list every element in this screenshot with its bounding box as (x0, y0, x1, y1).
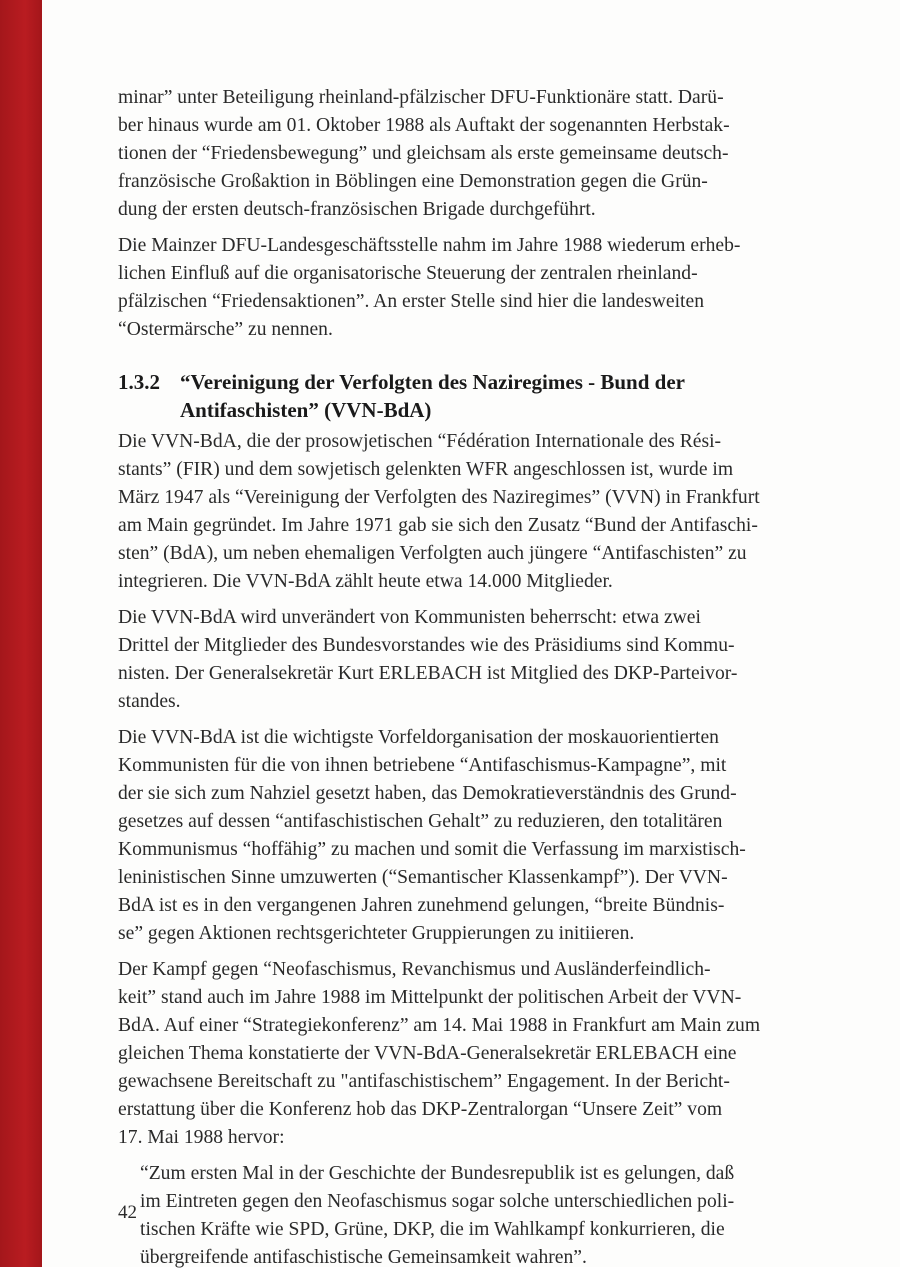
section-title: “Vereinigung der Verfolgten des Naziregimes - Bund der Antifaschisten” (VVN-BdA) (180, 370, 685, 422)
section-number: 1.3.2 (118, 370, 160, 394)
paragraph: Die VVN-BdA wird unverändert von Kommunisten beherrscht: etwa zwei Drittel der Mitglieder des Bundesvorstandes wie des Präsidiums sind Kommu- nisten. Der Generalsekretär Kurt ERLEBACH ist Mitglied des DKP-Parteivor- standes. (118, 607, 738, 712)
paragraph: Die VVN-BdA, die der prosowjetischen “Fédération Internationale des Rési- stants” (FIR) und dem sowjetisch gelenkten WFR angeschlossen ist, wurde im März 1947 als “Vereinigung der Verfolgten des Naziregimes” (VVN) in Frankfurt am Main gegründet. Im Jahre 1971 gab sie sich den Zusatz “Bund der Antifaschi- sten” (BdA), um neben ehemaligen Verfolgten auch jüngere “Antifaschisten” zu integrieren. Die VVN-BdA zählt heute etwa 14.000 Mitglieder. (118, 431, 760, 592)
paragraph: Die VVN-BdA ist die wichtigste Vorfeldorganisation der moskauorientierten Kommunisten für die von ihnen betriebene “Antifaschismus-Kampagne”, mit der sie sich zum Nahziel gesetzt haben, das Demokratieverständnis des Grund- gesetzes auf dessen “antifaschistischen Gehalt” zu reduzieren, den totalitären Kommunismus “hoffähig” zu machen und somit die Verfassung im marxistisch- leninistischen Sinne umzuwerten (“Semantischer Klassenkampf”). Der VVN- BdA ist es in den vergangenen Jahren zunehmend gelungen, “breite Bündnis- se” gegen Aktionen rechtsgerichteter Gruppierungen zu initiieren. (118, 727, 746, 944)
paragraph: Die Mainzer DFU-Landesgeschäftsstelle nahm im Jahre 1988 wiederum erheb- lichen Einfluß auf die organisatorische Steuerung der zentralen rheinland- pfälzischen “Friedensaktionen”. An erster Stelle sind hier die landesweiten “Ostermärsche” zu nennen. (118, 235, 741, 340)
page-content (118, 84, 838, 1272)
paragraph: minar” unter Beteiligung rheinland-pfälzischer DFU-Funktionäre statt. Darü- ber hinaus wurde am 01. Oktober 1988 als Auftakt der sogenannten Herbstak- tionen der “Friedensbewegung” und gleichsam als erste gemeinsame deutsch- französische Großaktion in Böblingen eine Demonstration gegen die Grün- dung der ersten deutsch-französischen Brigade durchgeführt. (118, 87, 730, 220)
section-heading (118, 368, 838, 424)
red-binding-edge (0, 0, 42, 1267)
page-number: 42 (118, 1202, 137, 1223)
block-quote: “Zum ersten Mal in der Geschichte der Bundesrepublik ist es gelungen, daß im Eintreten gegen den Neofaschismus sogar solche unterschiedlichen poli- tischen Kräfte wie SPD, Grüne, DKP, die im Wahlkampf konkurrieren, die übergreifende antifaschistische Gemeinsamkeit wahren”. (140, 1163, 735, 1268)
paragraph: Der Kampf gegen “Neofaschismus, Revanchismus und Ausländerfeindlich- keit” stand auch im Jahre 1988 im Mittelpunkt der politischen Arbeit der VVN- BdA. Auf einer “Strategiekonferenz” am 14. Mai 1988 in Frankfurt am Main zum gleichen Thema konstatierte der VVN-BdA-Generalsekretär ERLEBACH eine gewachsene Bereitschaft zu "antifaschistischem” Engagement. In der Bericht- erstattung über die Konferenz hob das DKP-Zentralorgan “Unsere Zeit” vom 17. Mai 1988 hervor: (118, 959, 761, 1148)
